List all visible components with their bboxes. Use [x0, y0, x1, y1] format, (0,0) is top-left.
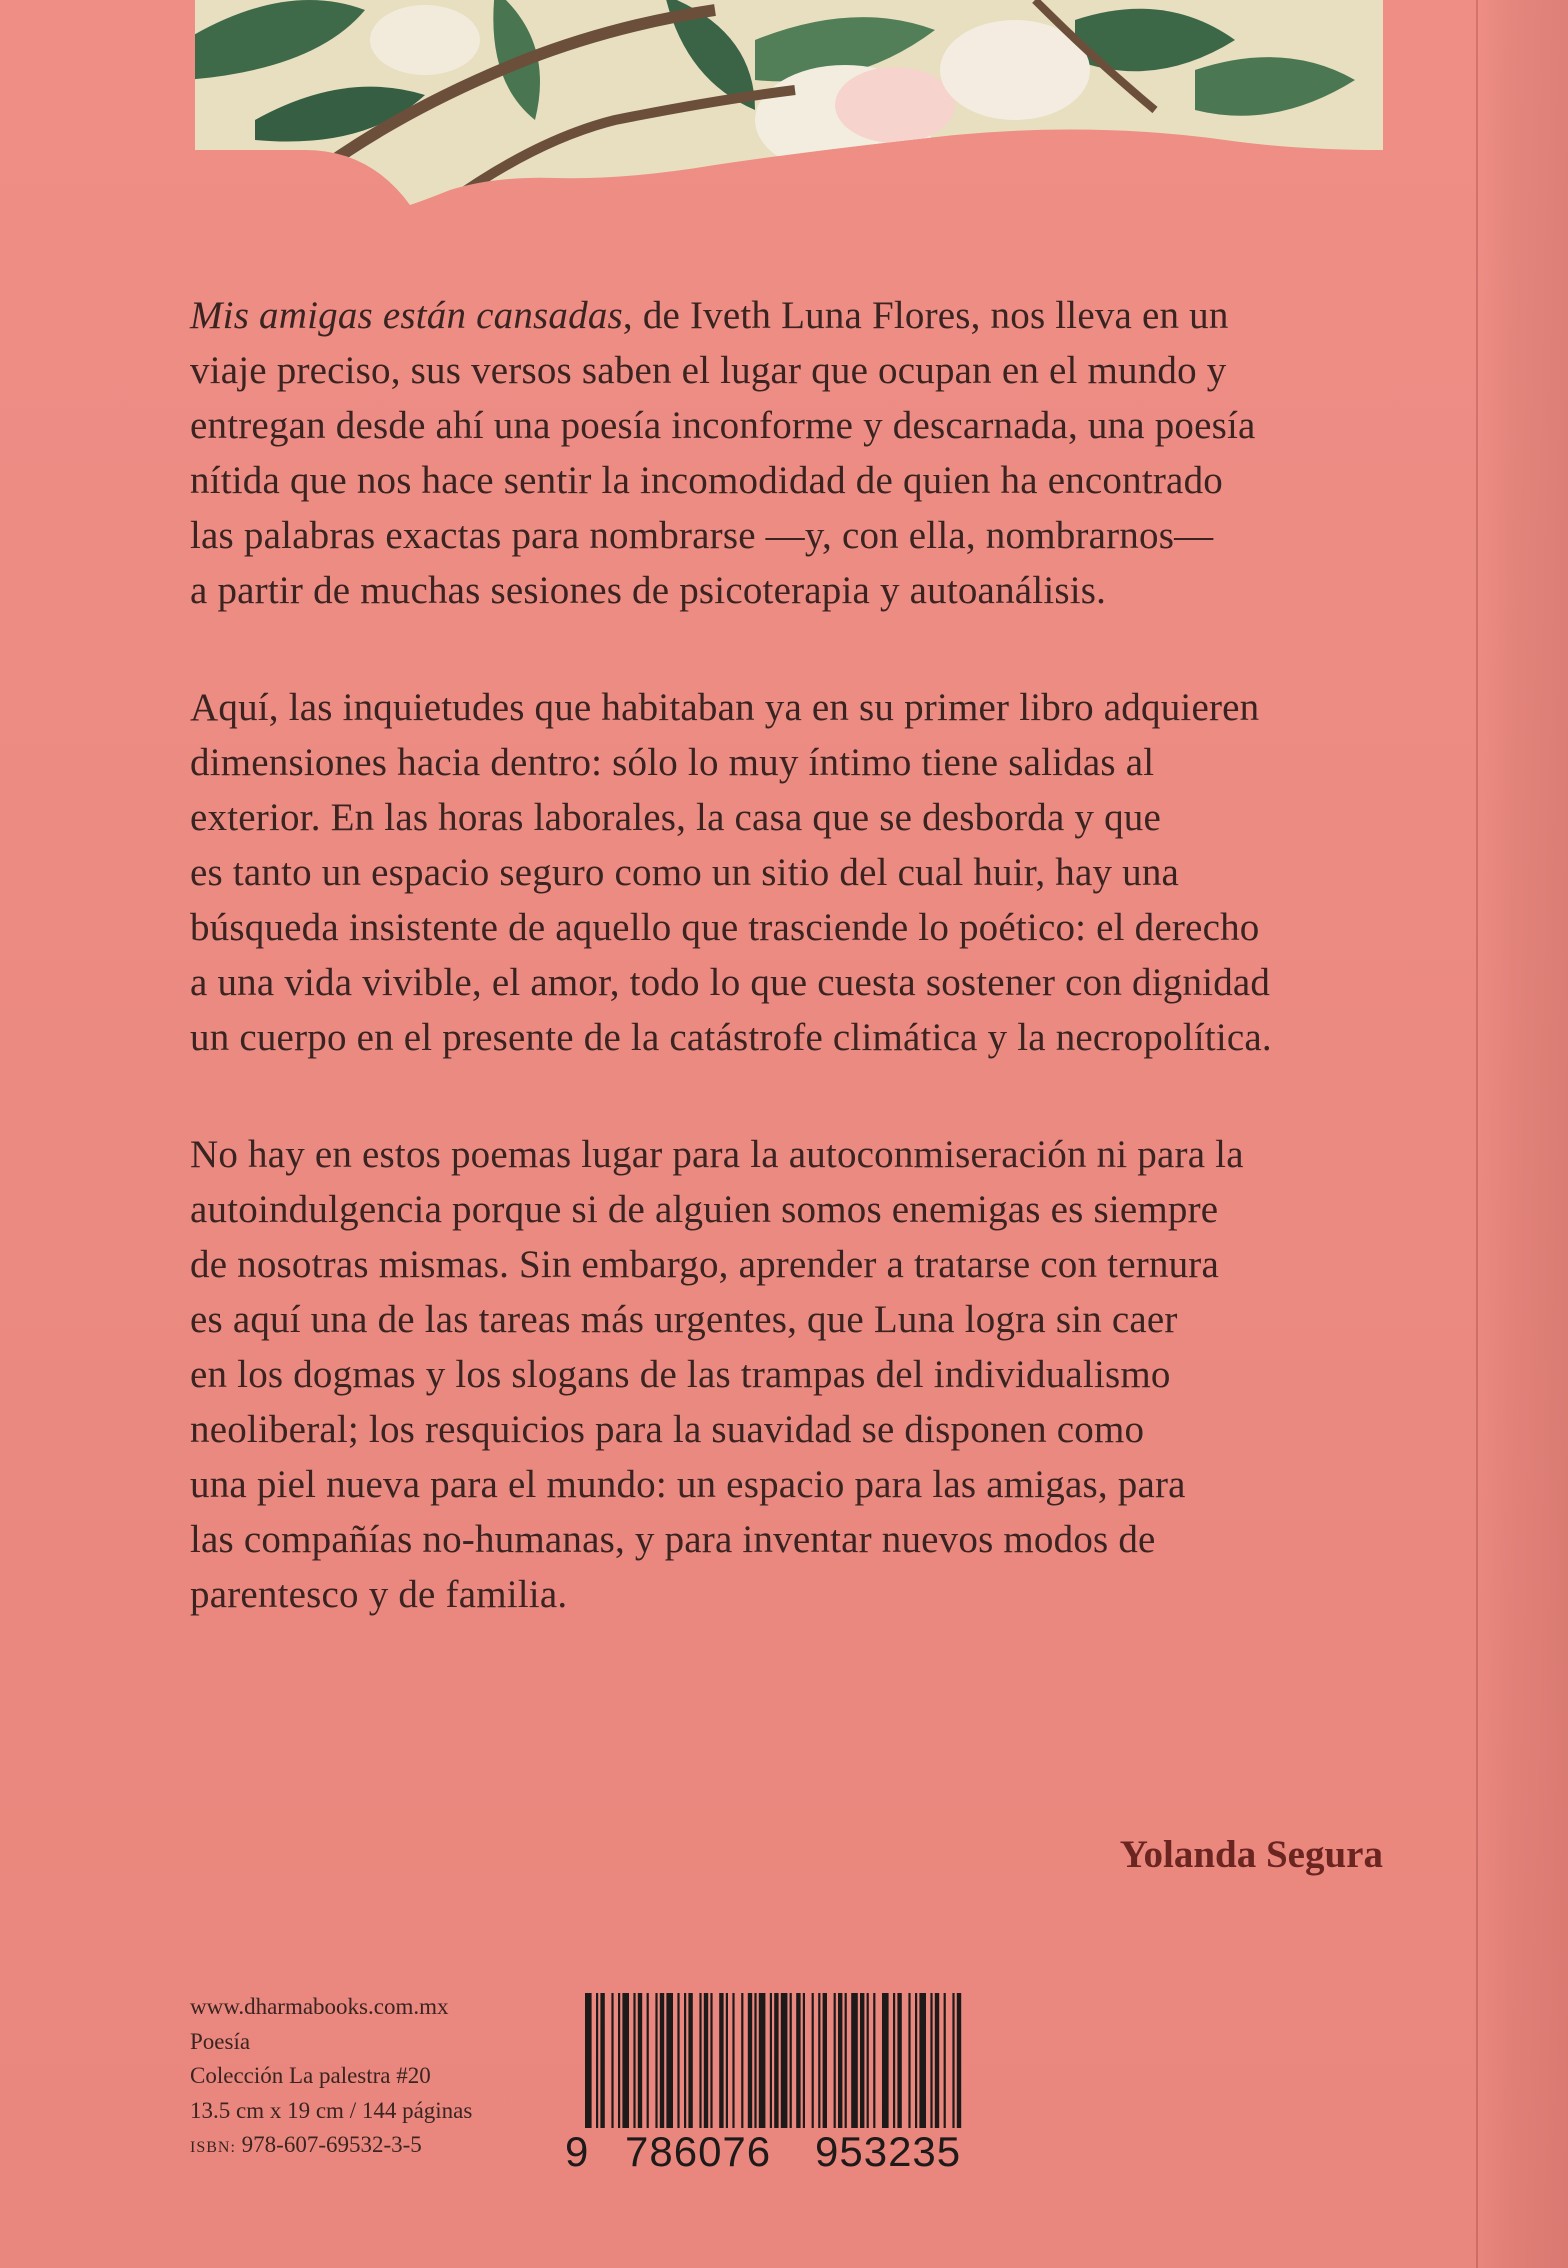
text-line: entregan desde ahí una poesía inconforme y descarnada, una poesía: [190, 404, 1256, 447]
barcode-bar: [699, 1993, 701, 2128]
barcode-bar: [930, 1993, 932, 2128]
text-line: una piel nueva para el mundo: un espacio para las amigas, para: [190, 1463, 1186, 1506]
text-line: es aquí una de las tareas más urgentes, que Luna logra sin caer: [190, 1298, 1178, 1341]
colophon: [190, 1990, 570, 2166]
barcode-bar: [638, 1993, 642, 2128]
barcode-bar: [781, 1993, 788, 2128]
barcode-bar: [823, 1993, 827, 2128]
barcode-bar: [944, 1993, 946, 2128]
barcode-bar: [803, 1993, 805, 2128]
barcode-bars: [565, 1993, 985, 2128]
barcode-bar: [684, 1993, 686, 2128]
barcode-bar: [759, 1993, 766, 2128]
barcode-bar: [748, 1993, 752, 2128]
barcode-bar: [838, 1993, 842, 2128]
text-line: en los dogmas y los slogans de las trampas del individualismo: [190, 1353, 1171, 1396]
text-line: búsqueda insistente de aquello que trasciende lo poético: el derecho: [190, 906, 1260, 949]
text-line: las palabras exactas para nombrarse —y, con ella, nombrarnos—: [190, 514, 1214, 557]
text-line: es tanto un espacio seguro como un sitio del cual huir, hay una: [190, 851, 1180, 894]
barcode-bar: [666, 1993, 673, 2128]
barcode-bar: [812, 1993, 814, 2128]
collection: Colección La palestra #20: [190, 2063, 431, 2088]
barcode-bar: [893, 1993, 895, 2128]
barcode-bar: [655, 1993, 657, 2128]
barcode-bar: [618, 1993, 620, 2128]
barcode-bar: [957, 1993, 961, 2128]
publisher-website: www.dharmabooks.com.mx: [190, 1994, 449, 2019]
blurb-paragraph-3: [190, 1127, 1390, 1622]
barcode-bar: [596, 1993, 598, 2128]
barcode-bar: [611, 1993, 613, 2128]
cover-fold-line: [1476, 0, 1478, 2268]
barcode-bar: [897, 1993, 901, 2128]
barcode-bar: [741, 1993, 743, 2128]
isbn-number: 978-607-69532-3-5: [241, 2132, 422, 2157]
barcode-bar: [585, 1993, 592, 2128]
barcode-bar: [688, 1993, 692, 2128]
barcode-bar: [882, 1993, 889, 2128]
text-line: viaje preciso, sus versos saben el lugar que ocupan en el mundo y: [190, 349, 1227, 392]
barcode-bar: [919, 1993, 926, 2128]
barcode-digit-first: 9: [565, 2128, 590, 2175]
text-line: un cuerpo en el presente de la catástrofe climática y la necropolítica.: [190, 1016, 1272, 1059]
barcode-bar: [622, 1993, 629, 2128]
genre: Poesía: [190, 2028, 251, 2054]
text-line: las compañías no-humanas, y para inventar nuevos modos de: [190, 1518, 1156, 1561]
barcode-bar: [719, 1993, 723, 2128]
barcode-bar: [790, 1993, 792, 2128]
barcode-bar: [754, 1993, 756, 2128]
barcode-bar: [774, 1993, 778, 2128]
text-line: dimensiones hacia dentro: sólo lo muy íntimo tiene salidas al: [190, 741, 1155, 784]
cover-edge-shadow: [1476, 0, 1568, 2268]
blurb-paragraph-1: Mis amigas están cansadas, de Iveth Luna Flores, nos lleva en un viaje preciso, sus versos saben el lugar que ocupan en el mundo y entregan desde ahí una poesía inconforme y descarnada, una poesía nítida que nos hace sentir la incomodidad de quien ha encontrado las palabras exactas para nombrarse —y, con ella, nombrarnos— a partir de muchas sesiones de psicoterapia y autoanálisis.: [190, 288, 1390, 618]
barcode-bar: [796, 1993, 800, 2128]
barcode-bar: [677, 1993, 679, 2128]
barcode-bar: [908, 1993, 910, 2128]
text-line: a partir de muchas sesiones de psicoterapia y autoanálisis.: [190, 569, 1107, 612]
isbn-label: ISBN:: [190, 2139, 236, 2156]
barcode-bar: [704, 1993, 708, 2128]
book-title: Mis amigas están cansadas: [190, 294, 623, 337]
barcode-bar: [860, 1993, 864, 2128]
text-line: nítida que nos hace sentir la incomodidad de quien ha encontrado: [190, 459, 1223, 502]
book-dimensions: 13.5 cm x 19 cm / 144 páginas: [190, 2097, 473, 2123]
barcode-bar: [710, 1993, 712, 2128]
barcode-bar: [660, 1993, 664, 2128]
barcode-bar: [633, 1993, 635, 2128]
barcode-bar: [600, 1993, 604, 2128]
barcode-bar: [726, 1993, 728, 2128]
barcode-bar: [935, 1993, 939, 2128]
text-line: autoindulgencia porque si de alguien somos enemigas es siempre: [190, 1188, 1219, 1231]
barcode-digits: [565, 2128, 985, 2178]
barcode-bar: [873, 1993, 875, 2128]
text-line: neoliberal; los resquicios para la suavidad se disponen como: [190, 1408, 1145, 1451]
text-line: No hay en estos poemas lugar para la autoconmiseración ni para la: [190, 1133, 1244, 1176]
barcode-bar: [834, 1993, 836, 2128]
barcode-bar: [867, 1993, 869, 2128]
barcode-group-1: 786076: [625, 2128, 772, 2175]
text-line: a una vida vivible, el amor, todo lo que cuesta sostener con dignidad: [190, 961, 1271, 1004]
blurb-paragraph-2: [190, 680, 1390, 1065]
blurb-text: [190, 288, 1390, 1684]
text-line: parentesco y de familia.: [190, 1573, 568, 1616]
barcode-bar: [952, 1993, 954, 2128]
text-line: exterior. En las horas laborales, la casa que se desborda y que: [190, 796, 1161, 839]
isbn-line: [190, 2128, 570, 2166]
text-line: Aquí, las inquietudes que habitaban ya en su primer libro adquieren: [190, 686, 1260, 729]
barcode-bar: [770, 1993, 772, 2128]
blurb-author-signature: Yolanda Segura: [1119, 1833, 1383, 1876]
barcode-bar: [818, 1993, 820, 2128]
barcode-bar: [647, 1993, 649, 2128]
barcode-bar: [851, 1993, 858, 2128]
barcode-bar: [845, 1993, 847, 2128]
barcode-group-2: 953235: [815, 2128, 962, 2175]
barcode-bar: [915, 1993, 917, 2128]
barcode-bar: [732, 1993, 734, 2128]
botanical-illustration: [195, 0, 1383, 205]
text-line: de nosotras mismas. Sin embargo, aprender a tratarse con ternura: [190, 1243, 1219, 1286]
